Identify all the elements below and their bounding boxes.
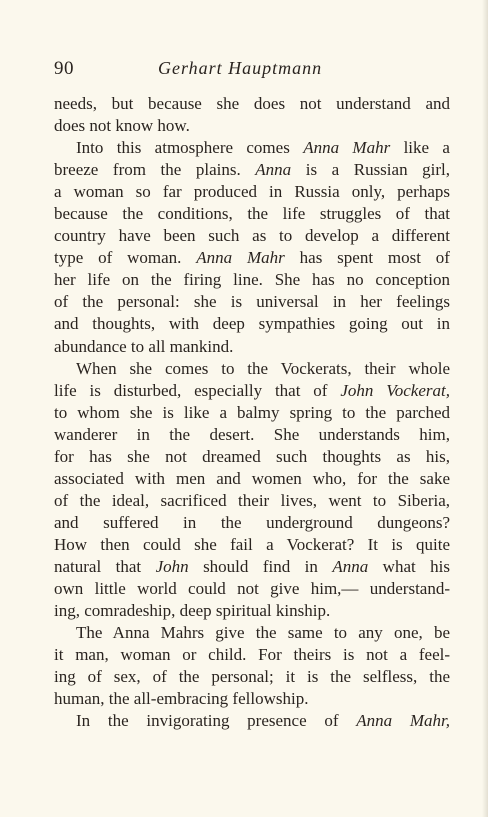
text-run: wanderer in the desert. She understands him, [54,424,450,444]
text-run: for has she not dreamed such thoughts as his, [54,446,450,466]
text-run: what his [368,556,450,576]
text-run: human, the all-embracing fellowship. [54,689,309,709]
page-edge [482,0,488,817]
text-line [54,688,450,710]
italic-text: Anna Mahr [303,138,391,158]
text-line [54,556,450,578]
body-text [54,93,450,732]
text-run: and suffered in the underground dungeons? [54,512,450,532]
italic-text: John [155,556,189,576]
italic-text: Anna Mahr [196,248,285,268]
text-line [54,247,450,269]
text-line [54,93,450,115]
text-run: type of woman. [54,248,197,268]
text-line [54,446,450,468]
text-line [54,380,450,402]
text-run: of the ideal, sacrificed their lives, went to Siberia, [54,490,450,510]
text-run: it man, woman or child. For theirs is not a feel- [54,645,450,665]
text-run: of the personal: she is universal in her feelings [54,292,450,312]
text-run: breeze from the plains. [54,160,256,180]
text-run: associated with men and women who, for the sake [54,468,450,488]
text-run: abundance to all mankind. [54,336,234,356]
text-line [54,115,450,137]
text-run: because the conditions, the life struggles of that [54,204,450,224]
text-line [54,269,450,291]
text-run: ing, comradeship, deep spiritual kinship. [54,601,331,621]
italic-text: Anna [332,556,369,576]
text-run: like a [390,138,450,158]
italic-text: Anna Mahr, [356,711,450,731]
text-line [54,291,450,313]
text-line [54,534,450,556]
text-run: natural that [54,556,156,576]
text-line [54,512,450,534]
text-line [54,468,450,490]
text-run: country have been such as to develop a different [54,226,450,246]
text-run: In the invigorating presence of [76,711,357,731]
text-run: ing of sex, of the personal; it is the selfless, the [54,667,450,687]
text-line [54,203,450,225]
text-run: does not know how. [54,116,190,136]
text-line [54,666,450,688]
text-line [54,181,450,203]
text-line [54,336,450,358]
text-run: and thoughts, with deep sympathies going out in [54,314,450,334]
text-run: is a Russian girl, [291,160,450,180]
text-run: When she comes to the Vockerats, their whole [76,358,450,378]
text-run: has spent most of [284,248,450,268]
text-line [54,424,450,446]
text-run: The Anna Mahrs give the same to any one, be [76,623,450,643]
text-run: a woman so far produced in Russia only, perhaps [54,182,450,202]
text-run: own little world could not give him,— understand- [54,579,450,599]
text-line [54,490,450,512]
page-number: 90 [54,58,74,79]
text-run: to whom she is like a balmy spring to the parched [54,402,450,422]
text-line [54,600,450,622]
text-line [54,644,450,666]
text-line [54,159,450,181]
text-run: life is disturbed, especially that of [54,380,341,400]
text-line [54,225,450,247]
text-run: Into this atmosphere comes [76,138,304,158]
text-line [54,710,450,732]
text-run: should find in [188,556,333,576]
text-line [54,137,450,159]
page-header [54,58,450,82]
text-line [54,622,450,644]
text-line [54,313,450,335]
text-run: needs, but because she does not understand and [54,94,450,113]
text-run: How then could she fail a Vockerat? It is quite [54,534,450,554]
text-run: her life on the firing line. She has no conception [54,270,450,290]
italic-text: John Vockerat, [340,380,450,400]
running-head: Gerhart Hauptmann [158,58,323,78]
italic-text: Anna [255,160,292,180]
text-line [54,578,450,600]
text-line [54,402,450,424]
text-line [54,358,450,380]
